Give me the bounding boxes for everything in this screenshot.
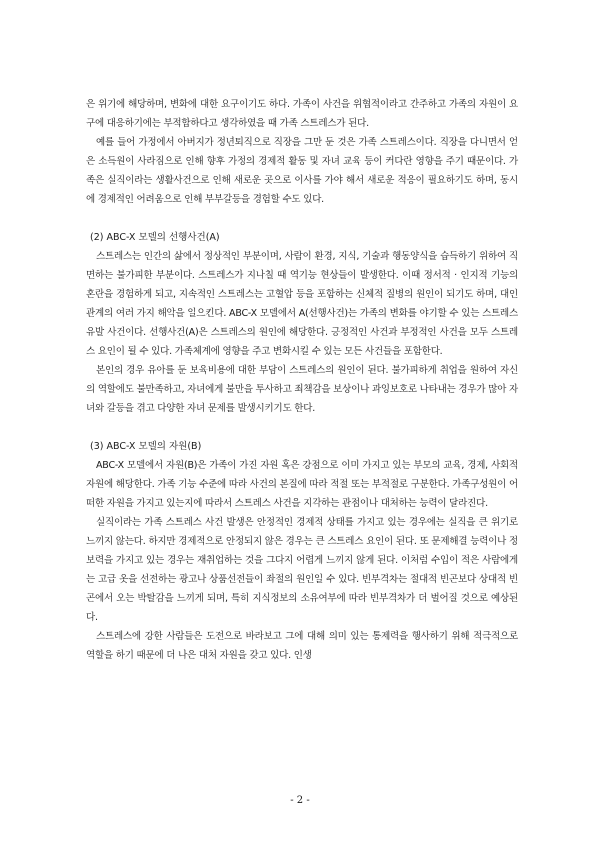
paragraph: 은 위기에 해당하며, 변화에 대한 요구이기도 하다. 가족이 사건을 위협적이라고 간주하고 가족의 자원이 요구에 대응하기에는 부적합하다고 생각하였을 때 가족 스트레스가 된다. <box>86 99 518 129</box>
paragraph: 예를 들어 가정에서 아버지가 정년퇴직으로 직장을 그만 둔 것은 가족 스트레스이다. 직장을 다니면서 얻은 소득원이 사라짐으로 인해 향후 가정의 경제적 활동 및 자녀 교육 등이 커다란 영향을 주기 때문이다. 가족은 실직이라는 생활사건으로 인해 새로운 곳으로 이사를 가야 해서 새로운 적응이 필요하기도 하며, 동시에 경제적인 어려움으로 인해 부부갈등을 경험할 수도 있다. <box>86 137 518 205</box>
document-body <box>86 95 518 665</box>
section-heading: (2) ABC-X 모델의 선행사건(A) <box>90 232 220 243</box>
paragraph: 스트레스는 인간의 삶에서 정상적인 부분이며, 사람이 환경, 지식, 기술과 행동양식을 습득하기 위하여 직면하는 불가피한 부분이다. 스트레스가 지나칠 때 역기능 현상들이 발생한다. 이때 정서적 · 인지적 기능의 혼란을 경험하게 되고, 지속적인 스트레스는 고혈압 등을 포함하는 신체적 질병의 원인이 되기도 하며, 대인관계의 여러 가지 해악을 일으킨다. ABC-X 모델에서 A(선행사건)는 가족의 변화를 야기할 수 있는 스트레스 유발 사건이다. 선행사건(A)은 스트레스의 원인에 해당한다. 긍정적인 사건과 부정적인 사건을 모두 스트레스 요인이 될 수 있다. 가족체계에 영향을 주고 변화시킬 수 있는 모든 사건들을 포함한다. <box>86 251 518 357</box>
section-heading: (3) ABC-X 모델의 자원(B) <box>90 441 202 452</box>
paragraph: 스트레스에 강한 사람들은 도전으로 바라보고 그에 대해 의미 있는 통제력을 행사하기 위해 적극적으로 역할을 하기 때문에 더 나은 대처 자원을 갖고 있다. 인생 <box>86 631 518 661</box>
section-gap <box>86 209 518 228</box>
page-number: - 2 - <box>290 795 310 806</box>
paragraph: 실직이라는 가족 스트레스 사건 발생은 안정적인 경제적 상태를 가지고 있는 경우에는 실직을 큰 위기로 느끼지 않는다. 하지만 경제적으로 안정되지 않은 경우는 큰 스트레스 요인이 된다. 또 문제해결 능력이나 정보력을 가지고 있는 경우는 재취업하는 것을 그다지 어렵게 느끼지 않게 된다. 이처럼 수입이 적은 사람에게는 고급 옷을 선전하는 광고나 상품선전들이 좌절의 원인일 수 있다. 빈부격차는 절대적 빈곤보다 상대적 빈곤에서 오는 박탈감을 느끼게 되며, 특히 지식정보의 소유여부에 따라 빈부격차가 더 벌어질 것으로 예상된다. <box>86 517 518 623</box>
paragraph: ABC-X 모델에서 자원(B)은 가족이 가진 자원 혹은 강점으로 이미 가지고 있는 부모의 교육, 경제, 사회적 자원에 해당한다. 가족 기능 수준에 따라 사건의 본질에 따라 적절 또는 부적절로 구분한다. 가족구성원이 어떠한 자원을 가지고 있는지에 따라서 스트레스 사건을 지각하는 관점이나 대처하는 능력이 달라진다. <box>86 460 518 509</box>
paragraph: 본인의 경우 유아를 둔 보육비용에 대한 부담이 스트레스의 원인이 된다. 불가피하게 취업을 원하여 자신의 역할에도 불만족하고, 자녀에게 불만을 투사하고 죄책감을 보상이나 과잉보호로 나타내는 경우가 많아 자녀와 갈등을 겪고 다양한 자녀 문제를 발생시키기도 한다. <box>86 365 518 414</box>
section-gap <box>86 418 518 437</box>
